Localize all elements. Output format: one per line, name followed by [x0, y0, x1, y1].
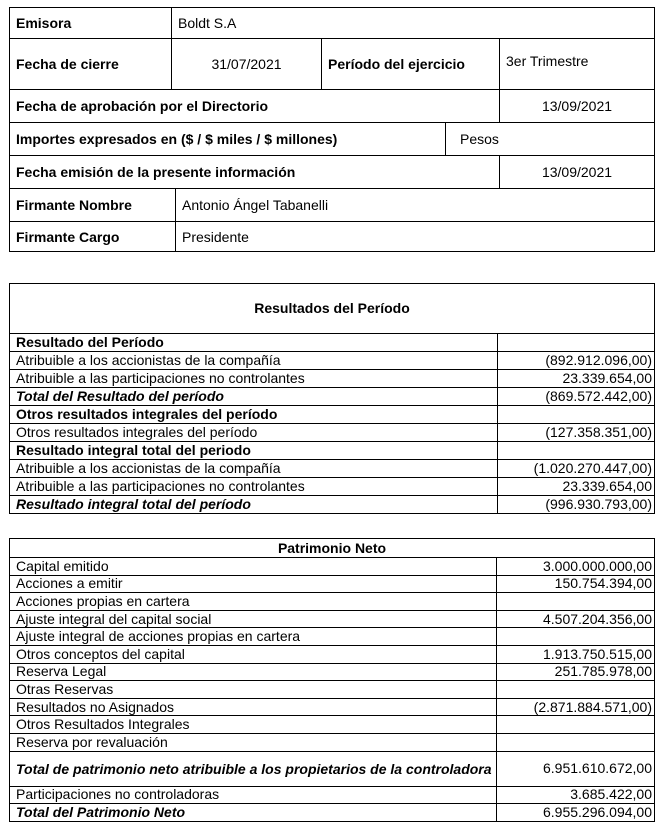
row-value	[497, 681, 655, 699]
periodo-value: 3er Trimestre	[500, 39, 655, 90]
table-row	[10, 442, 655, 460]
row-value: 3.000.000.000,00	[497, 558, 655, 576]
row-value	[498, 442, 655, 460]
row-label: Acciones a emitir	[10, 575, 497, 593]
patrimonio-title: Patrimonio Neto	[10, 539, 655, 558]
row-value: 4.507.204.356,00	[497, 610, 655, 628]
row-label: Capital emitido	[10, 558, 497, 576]
row-value: 150.754.394,00	[497, 575, 655, 593]
row-value: 23.339.654,00	[498, 370, 655, 388]
row-value	[498, 406, 655, 424]
table-row	[10, 698, 655, 716]
table-row	[10, 645, 655, 663]
row-value: (1.020.270.447,00)	[498, 460, 655, 478]
row-label: Otros conceptos del capital	[10, 645, 497, 663]
row-value: 23.339.654,00	[498, 478, 655, 496]
row-value	[497, 716, 655, 734]
row-label: Atribuible a los accionistas de la compañía	[10, 460, 498, 478]
row-value: 6.951.610.672,00	[497, 751, 655, 786]
emision-label: Fecha emisión de la presente información	[10, 156, 500, 189]
row-label: Otros resultados integrales del período	[10, 406, 498, 424]
row-label: Ajuste integral de acciones propias en cartera	[10, 628, 497, 646]
row-label: Ajuste integral del capital social	[10, 610, 497, 628]
row-label: Resultados no Asignados	[10, 698, 497, 716]
row-value	[497, 733, 655, 751]
firmante-nombre-label: Firmante Nombre	[10, 189, 176, 222]
aprobacion-value: 13/09/2021	[500, 90, 655, 123]
table-row	[10, 716, 655, 734]
row-value: (869.572.442,00)	[498, 388, 655, 406]
row-value	[498, 334, 655, 352]
fecha-cierre-label: Fecha de cierre	[10, 39, 172, 90]
row-label: Total del Patrimonio Neto	[10, 804, 497, 822]
firmante-cargo-value: Presidente	[176, 222, 655, 252]
table-row	[10, 575, 655, 593]
row-label: Atribuible a las participaciones no controlantes	[10, 478, 498, 496]
row-label: Otros Resultados Integrales	[10, 716, 497, 734]
aprobacion-label: Fecha de aprobación por el Directorio	[10, 90, 500, 123]
row-value: (127.358.351,00)	[498, 424, 655, 442]
importes-table	[9, 122, 655, 156]
table-row	[10, 786, 655, 804]
emision-table	[9, 155, 655, 189]
row-label: Total de patrimonio neto atribuible a los propietarios de la controladora	[10, 751, 497, 786]
emision-value: 13/09/2021	[500, 156, 655, 189]
importes-label: Importes expresados en ($ / $ miles / $ millones)	[10, 123, 446, 156]
table-row	[10, 370, 655, 388]
table-row	[10, 460, 655, 478]
table-row	[10, 593, 655, 611]
row-label: Resultado del Período	[10, 334, 498, 352]
emisora-value: Boldt S.A	[172, 8, 655, 39]
table-row	[10, 388, 655, 406]
table-row	[10, 352, 655, 370]
fecha-cierre-value: 31/07/2021	[172, 39, 322, 90]
periodo-label: Período del ejercicio	[322, 39, 500, 90]
row-value: 3.685.422,00	[497, 786, 655, 804]
resultados-title: Resultados del Período	[10, 284, 655, 334]
patrimonio-table	[9, 538, 655, 822]
table-row	[10, 424, 655, 442]
row-label: Reserva por revaluación	[10, 733, 497, 751]
firmante-cargo-label: Firmante Cargo	[10, 222, 176, 252]
row-value: (2.871.884.571,00)	[497, 698, 655, 716]
row-label: Total del Resultado del período	[10, 388, 498, 406]
row-label: Reserva Legal	[10, 663, 497, 681]
resultados-rows	[10, 334, 655, 514]
row-value: (892.912.096,00)	[498, 352, 655, 370]
firmante-nombre-value: Antonio Ángel Tabanelli	[176, 189, 655, 222]
table-row	[10, 804, 655, 822]
resultados-table	[9, 283, 655, 514]
row-value: (996.930.793,00)	[498, 496, 655, 514]
importes-value: Pesos	[446, 123, 655, 156]
aprobacion-table	[9, 89, 655, 123]
table-row	[10, 751, 655, 786]
emisora-label: Emisora	[10, 8, 172, 39]
table-row	[10, 628, 655, 646]
table-row	[10, 681, 655, 699]
firmante-table	[9, 188, 655, 252]
patrimonio-rows	[10, 558, 655, 822]
row-label: Participaciones no controladoras	[10, 786, 497, 804]
table-row	[10, 610, 655, 628]
row-label: Atribuible a las participaciones no controlantes	[10, 370, 498, 388]
table-row	[10, 478, 655, 496]
table-row	[10, 334, 655, 352]
row-label: Acciones propias en cartera	[10, 593, 497, 611]
header-info-table	[9, 7, 655, 90]
table-row	[10, 733, 655, 751]
row-label: Resultado integral total del periodo	[10, 442, 498, 460]
row-value	[497, 593, 655, 611]
table-row	[10, 496, 655, 514]
row-label: Atribuible a los accionistas de la compañía	[10, 352, 498, 370]
table-row	[10, 663, 655, 681]
table-row	[10, 406, 655, 424]
row-label: Otras Reservas	[10, 681, 497, 699]
row-value	[497, 628, 655, 646]
row-value: 251.785.978,00	[497, 663, 655, 681]
row-value: 1.913.750.515,00	[497, 645, 655, 663]
row-value: 6.955.296.094,00	[497, 804, 655, 822]
row-label: Resultado integral total del período	[10, 496, 498, 514]
row-label: Otros resultados integrales del período	[10, 424, 498, 442]
table-row	[10, 558, 655, 576]
